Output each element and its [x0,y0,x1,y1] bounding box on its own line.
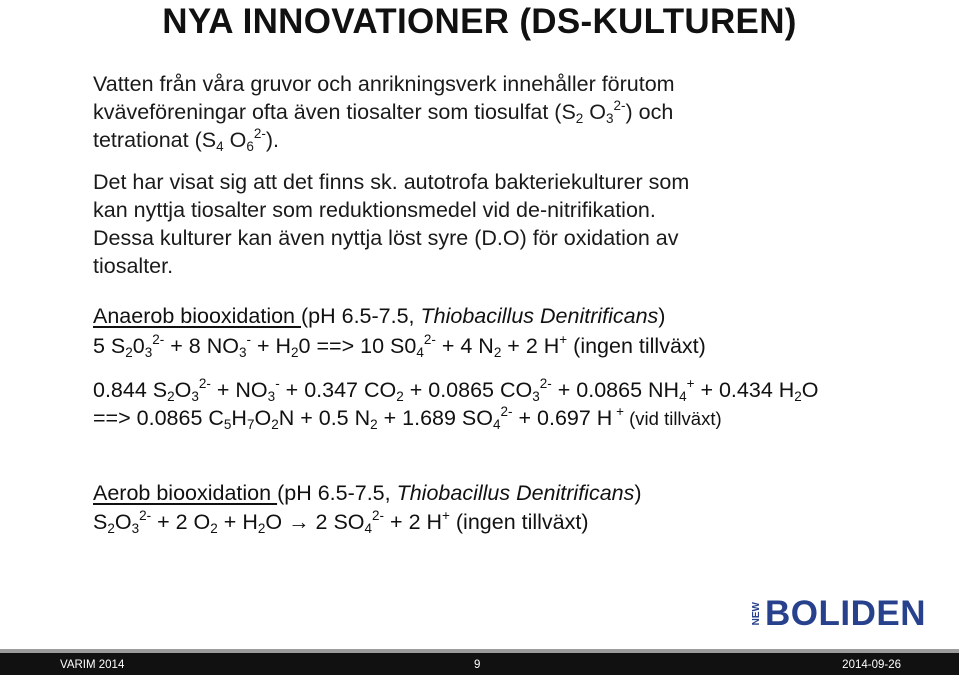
organism-name: Thiobacillus Denitrificans [420,304,659,328]
subscript: 2 [493,345,502,360]
text-run: + 0.0865 NH [551,378,680,402]
logo-prefix: NEW [751,602,762,626]
superscript: 2- [613,98,626,113]
organism-name: Thiobacillus Denitrificans [396,481,635,505]
growth-equation-line-2 [93,404,722,433]
superscript: + [686,376,695,391]
superscript: - [275,376,280,391]
subscript: 2 [167,389,175,404]
subscript: 4 [416,345,424,360]
superscript: 2- [253,126,266,141]
subscript: 5 [223,417,232,432]
subscript: 2 [575,111,584,126]
footer-bar [0,649,959,675]
text-run: (vid tillväxt) [623,408,722,429]
superscript: 2- [539,376,552,391]
logo-name: BOLIDEN [765,594,926,633]
subscript: 3 [606,111,614,126]
subscript: 2 [257,521,266,536]
text-run: ). [265,128,279,152]
text-run: tetrationat (S [93,128,217,152]
text-run: O [583,100,607,124]
subscript: 4 [679,389,687,404]
subscript: 4 [216,139,224,154]
subscript: 7 [246,417,255,432]
footer-event: VARIM 2014 [60,659,125,671]
anaerob-equation [93,332,706,360]
superscript: 2- [198,376,211,391]
text-run: 2 SO [309,510,365,534]
slide-title: NYA INNOVATIONER (DS-KULTUREN) [162,2,797,41]
text-run: + 8 NO [164,334,239,358]
subscript: 2 [370,417,378,432]
subscript: 2 [210,521,218,536]
subscript: 6 [246,139,254,154]
intro-line-1: Vatten från våra gruvor och anrikningsverk innehåller förutom [93,72,675,96]
text-run: ) och [625,100,674,124]
text-run: 5 S [93,334,126,358]
text-run: + 0.347 CO [279,378,397,402]
superscript: 2- [152,332,165,347]
ph-range: (pH 6.5-7.5, [301,304,421,328]
text-run: + 2 H [384,510,443,534]
text-run: + 1.689 SO [377,406,493,430]
intro-line-2 [93,98,943,126]
footer-page-number: 9 [474,659,481,671]
subscript: 4 [493,417,501,432]
text-run: O [254,406,272,430]
superscript: + [442,508,450,523]
subscript: 2 [794,389,802,404]
text-run: N + 0.5 N [278,406,371,430]
subscript: 2 [125,345,133,360]
text-run: (ingen tillväxt) [567,334,706,358]
text-run: ==> 0.0865 C [93,406,224,430]
culture-paragraph [93,168,943,280]
subscript: 3 [532,389,540,404]
superscript: + [612,404,624,419]
superscript: - [246,332,251,347]
text-run: + 0.0865 CO [403,378,533,402]
text-run: O [114,510,132,534]
text-run: 0 [132,334,145,358]
intro-paragraph [93,70,943,154]
superscript: 2- [139,508,152,523]
footer-date: 2014-09-26 [842,659,901,671]
culture-line-2: kan nyttja tiosalter som reduktionsmedel vid de-nitrifikation. [93,198,656,222]
text-run: + 0.434 H [694,378,795,402]
text-run: + H [251,334,292,358]
subscript: 2 [291,345,299,360]
aerob-heading [93,479,642,507]
subscript: 3 [144,345,153,360]
text-run: O [801,378,819,402]
anaerob-heading [93,302,665,330]
subscript: 3 [267,389,276,404]
text-run: + 0.697 H [512,406,613,430]
subscript: 3 [238,345,247,360]
text-run: 0 ==> 10 S0 [298,334,417,358]
text-run: kväveföreningar ofta även tiosalter som tiosulfat (S [93,100,576,124]
boliden-logo [752,596,926,632]
culture-line-1: Det har visat sig att det finns sk. autotrofa bakteriekulturer som [93,170,690,194]
superscript: 2- [423,332,436,347]
text-run: + 2 H [501,334,560,358]
culture-line-3: Dessa kulturer kan även nyttja löst syre (D.O) för oxidation av [93,226,679,250]
culture-line-4: tiosalter. [93,254,174,278]
text-run: S [93,510,108,534]
text-run: ) [634,481,642,505]
text-run: O [174,378,192,402]
subscript: 3 [191,389,199,404]
subscript: 2 [396,389,404,404]
text-run: + 4 N [435,334,494,358]
intro-line-3 [93,126,943,154]
superscript: + [559,332,568,347]
superscript: 2- [372,508,385,523]
reaction-arrow-icon: → [288,510,310,534]
text-run: (ingen tillväxt) [449,510,589,534]
subscript: 4 [364,521,373,536]
text-run: O [223,128,247,152]
text-run: + 2 O [151,510,211,534]
anaerob-label: Anaerob biooxidation [93,304,301,328]
growth-equation-line-1 [93,376,819,404]
subscript: 2 [107,521,115,536]
aerob-equation [93,508,589,536]
text-run: + NO [210,378,268,402]
aerob-label: Aerob biooxidation [93,481,278,505]
text-run: O [265,510,289,534]
subscript: 2 [271,417,279,432]
text-run: 0.844 S [93,378,168,402]
superscript: 2- [500,404,513,419]
text-run: H [231,406,247,430]
ph-range: (pH 6.5-7.5, [277,481,397,505]
subscript: 3 [131,521,140,536]
text-run: + H [217,510,258,534]
text-run: ) [658,304,666,328]
